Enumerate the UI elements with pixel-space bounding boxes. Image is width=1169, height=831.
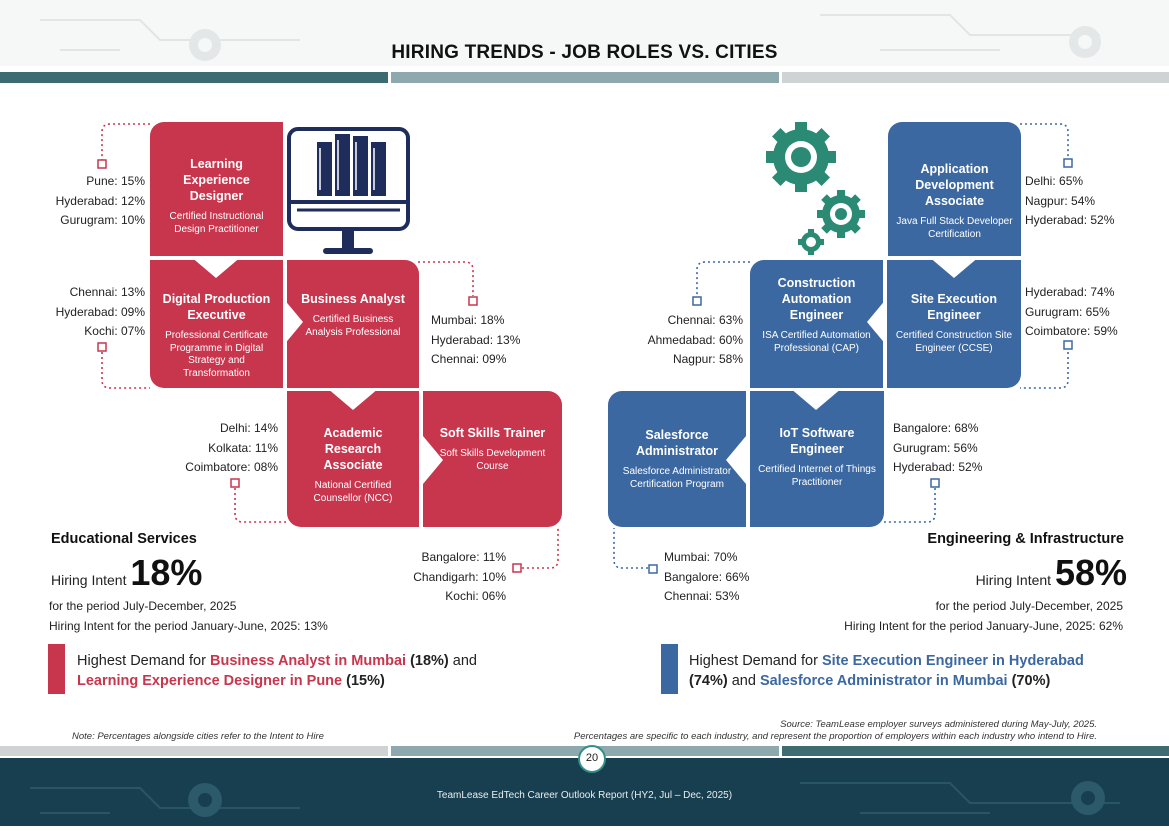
city-item: Bangalore: 66% <box>664 569 750 584</box>
role-certification: Professional Certificate Programme in Digital Strategy and Transformation <box>165 330 268 379</box>
city-item: Coimbatore: 59% <box>1025 324 1118 338</box>
city-item: Bangalore: 68% <box>893 421 979 435</box>
page-title: HIRING TRENDS - JOB ROLES VS. CITIES <box>391 42 778 63</box>
role-title: Salesforce Administrator <box>636 428 718 458</box>
role-certification: Certified Construction Site Engineer (CCSE) <box>895 330 1013 354</box>
role-title: Construction Automation Engineer <box>777 276 856 322</box>
engineering-section-title: Engineering & Infrastructure <box>927 531 1124 547</box>
role-certification: Soft Skills Development Course <box>439 448 546 472</box>
city-list-learning-experience-designer <box>40 172 145 231</box>
city-item: Hyderabad: 09% <box>55 304 145 319</box>
callout-text: and <box>727 673 760 689</box>
city-item: Nagpur: 54% <box>1025 193 1096 208</box>
note-specific: Percentages are specific to each industry, and represent the proportion of employers within each industry who intend to Hire. <box>573 731 1097 742</box>
education-period: for the period July-December, 2025 <box>49 599 237 613</box>
city-item: Delhi: 65% <box>1025 174 1084 188</box>
city-list-digital-production-executive <box>40 283 145 342</box>
role-certification: Certified Business Analysis Professional <box>305 314 401 338</box>
city-item: Pune: 15% <box>86 174 145 188</box>
city-item: Gurugram: 10% <box>60 213 145 227</box>
role-title: Application Development Associate <box>915 162 994 208</box>
city-item: Chennai: 63% <box>667 313 743 327</box>
callout-text: Highest Demand for <box>77 653 210 669</box>
city-item: Coimbatore: 08% <box>185 460 278 474</box>
city-item: Chennai: 53% <box>664 589 740 603</box>
footer-bar-light <box>0 746 388 756</box>
callout-value: (18%) <box>406 653 449 669</box>
city-item: Mumbai: 18% <box>431 313 505 327</box>
callout-value: (15%) <box>342 673 385 689</box>
callout-text: Highest Demand for <box>689 653 822 669</box>
role-certification: Certified Internet of Things Practitioner <box>758 464 876 488</box>
role-title: Academic Research Associate <box>323 426 383 472</box>
note-source: Source: TeamLease employer surveys administered during May-July, 2025. <box>780 719 1097 730</box>
city-item: Kochi: 06% <box>445 589 506 603</box>
city-item: Kochi: 07% <box>84 324 145 338</box>
city-item: Hyderabad: 12% <box>55 193 145 208</box>
city-list-academic-research-associate <box>170 419 278 478</box>
callout-highlight: Site Execution Engineer in Hyderabad <box>821 653 1084 669</box>
city-item: Chennai: 13% <box>69 285 145 299</box>
city-item: Chandigarh: 10% <box>413 569 506 584</box>
role-certification: ISA Certified Automation Professional (CAP) <box>762 330 871 354</box>
hiring-intent-label: Hiring Intent <box>975 572 1052 588</box>
city-item: Hyderabad: 74% <box>1025 285 1115 299</box>
city-list-soft-skills-trainer <box>390 548 506 607</box>
footer-bar-dark <box>782 746 1169 756</box>
role-title: Learning Experience Designer <box>183 157 250 203</box>
city-item: Bangalore: 11% <box>421 550 506 564</box>
role-title: Site Execution Engineer <box>910 292 998 322</box>
footer-report-title: TeamLease EdTech Career Outlook Report (HY2, Jul – Dec, 2025) <box>436 790 733 801</box>
city-list-site-execution-engineer <box>1025 283 1140 342</box>
city-list-application-development-associate <box>1025 172 1135 231</box>
city-item: Kolkata: 11% <box>208 440 278 455</box>
role-certification: National Certified Counsellor (NCC) <box>313 480 393 504</box>
note-left: Note: Percentages alongside cities refer to the Intent to Hire <box>72 731 324 742</box>
city-item: Delhi: 14% <box>219 421 278 435</box>
engineering-callout-bar <box>661 644 678 694</box>
city-item: Ahmedabad: 60% <box>647 332 743 347</box>
city-item: Chennai: 09% <box>431 352 507 366</box>
callout-value: (70%) <box>1007 673 1051 689</box>
city-item: Hyderabad: 13% <box>431 332 521 347</box>
education-callout-bar <box>48 644 65 694</box>
callout-highlight: Salesforce Administrator in Mumbai <box>759 673 1008 689</box>
city-list-salesforce-administrator <box>664 548 774 607</box>
role-certification: Salesforce Administrator Certification Program <box>622 466 732 490</box>
role-title: Digital Production Executive <box>162 292 271 322</box>
callout-value: (74%) <box>689 673 728 689</box>
education-previous-intent: Hiring Intent for the period January-June, 2025: 13% <box>49 619 328 633</box>
role-certification: Certified Instructional Design Practitioner <box>169 211 264 235</box>
city-list-iot-software-engineer <box>893 419 1003 478</box>
engineering-previous-intent: Hiring Intent for the period January-June, 2025: 62% <box>844 619 1123 633</box>
callout-highlight: Learning Experience Designer in Pune <box>77 673 343 689</box>
role-title: IoT Software Engineer <box>779 426 855 456</box>
city-list-business-analyst <box>431 311 541 370</box>
callout-highlight: Business Analyst in Mumbai <box>209 653 407 669</box>
role-title: Business Analyst <box>301 292 405 306</box>
city-item: Hyderabad: 52% <box>1025 213 1115 227</box>
hiring-intent-value: 58% <box>1054 552 1127 593</box>
city-item: Gurugram: 65% <box>1025 304 1110 319</box>
city-list-construction-automation-engineer <box>630 311 743 370</box>
engineering-period: for the period July-December, 2025 <box>935 599 1123 613</box>
page-number: 20 <box>578 745 606 773</box>
city-item: Hyderabad: 52% <box>893 460 983 474</box>
role-title: Soft Skills Trainer <box>439 426 546 440</box>
engineering-hiring-intent <box>880 552 1127 594</box>
role-certification: Java Full Stack Developer Certification <box>896 216 1013 240</box>
education-callout <box>77 651 527 691</box>
hiring-intent-value: 18% <box>130 552 203 593</box>
education-hiring-intent <box>51 552 202 594</box>
engineering-callout <box>689 651 1139 691</box>
city-item: Nagpur: 58% <box>672 352 743 366</box>
hiring-intent-label: Hiring Intent <box>51 572 127 588</box>
education-section-title: Educational Services <box>51 531 197 547</box>
city-item: Gurugram: 56% <box>893 440 978 455</box>
city-item: Mumbai: 70% <box>664 550 738 564</box>
callout-text: and <box>448 653 477 669</box>
